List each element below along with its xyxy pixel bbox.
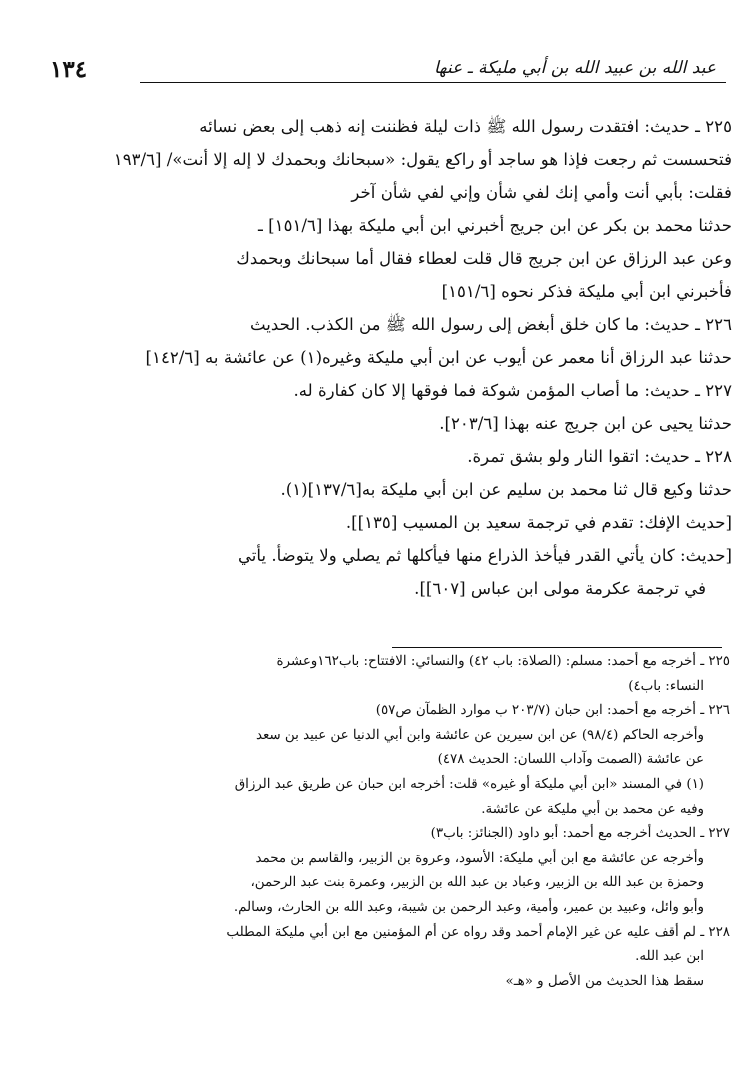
footnote-227-line-4: وأبو وائل، وعبيد بن عمير، وأمية، وعبد الرحمن بن شيبة، وعبد الله بن الحارث، وسالم. <box>233 899 704 915</box>
footnote-228-line-2: ابن عبد الله. <box>635 949 704 965</box>
hadith-228-isnad: حدثنا وكيع قال ثنا محمد بن سليم عن ابن أبي مليكة به[١٣٧/٦](١). <box>280 480 732 499</box>
hadith-226-text: ٢٢٦ ـ حديث: ما كان خلق أبغض إلى رسول الله ﷺ من الكذب. الحديث <box>250 315 732 334</box>
main-text <box>18 110 732 605</box>
footnote-226-line-2: وأخرجه الحاكم (٩٨/٤) عن ابن سيرين عن عائشة وابن أبي الدنيا عن عبيد بن سعد <box>255 727 704 743</box>
footnotes <box>20 650 730 994</box>
footnote-1-line-1: (١) في المسند «ابن أبي مليكة أو غيره» قلت: أخرجه ابن حبان عن طريق عبد الرزاق <box>234 776 704 792</box>
footnote-225-line-1: ٢٢٥ ـ أخرجه مع أحمد: مسلم: (الصلاة: باب ٤٢) والنسائي: الافتتاح: باب١٦٢وعشرة <box>276 654 730 669</box>
hadith-225-isnad-3: فأخبرني ابن أبي مليكة فذكر نحوه [١٥١/٦] <box>441 282 732 301</box>
page-number: ١٣٤ <box>50 56 88 83</box>
footnote-227-line-2: وأخرجه عن عائشة مع ابن أبي مليكة: الأسود، وعروة بن الزبير، والقاسم بن محمد <box>255 850 704 866</box>
footnote-226-line-1: ٢٢٦ ـ أخرجه مع أحمد: ابن حبان (٢٠٣/٧ ب موارد الظمآن ص٥٧) <box>375 703 730 719</box>
page-header <box>30 52 726 92</box>
hadith-227-isnad: حدثنا يحيى عن ابن جريج عنه بهذا [٢٠٣/٦]. <box>439 414 732 433</box>
hadith-228-text: ٢٢٨ ـ حديث: اتقوا النار ولو بشق تمرة. <box>467 447 732 466</box>
footnote-227-line-1: ٢٢٧ ـ الحديث أخرجه مع أحمد: أبو داود (الجنائز: باب٣) <box>430 826 730 842</box>
hadith-225-isnad-2: وعن عبد الرزاق عن ابن جريج قال قلت لعطاء فقال أما سبحانك وبحمدك <box>236 249 732 268</box>
footnote-226-line-3: عن عائشة (الصمت وآداب اللسان: الحديث ٤٧٨) <box>437 752 704 768</box>
ifk-cross-reference: [حديث الإفك: تقدم في ترجمة سعيد بن المسيب [١٣٥]]. <box>345 513 732 532</box>
qidr-cross-reference-2: في ترجمة عكرمة مولى ابن عباس [٦٠٧]]. <box>414 579 706 598</box>
footnote-228-line-3: سقط هذا الحديث من الأصل و «هـ» <box>505 973 704 989</box>
hadith-225-line-1: ٢٢٥ ـ حديث: افتقدت رسول الله ﷺ ذات ليلة فظننت إنه ذهب إلى بعض نسائه <box>199 117 732 136</box>
hadith-226-isnad: حدثنا عبد الرزاق أنا معمر عن أيوب عن ابن أبي مليكة وغيره(١) عن عائشة به [١٤٢/٦] <box>145 348 732 367</box>
footnote-228-line-1: ٢٢٨ ـ لم أقف عليه عن غير الإمام أحمد وقد رواه عن أم المؤمنين مع ابن أبي مليكة المطلب <box>226 924 730 940</box>
footnote-227-line-3: وحمزة بن عبد الله بن الزبير، وعباد بن عبد الله بن الزبير، وعمرة بنت عبد الرحمن، <box>250 875 704 891</box>
hadith-225-line-3: فقلت: بأبي أنت وأمي إنك لفي شأن وإني لفي شأن آخر <box>351 183 732 202</box>
header-rule <box>140 82 726 83</box>
hadith-225-line-2: فتحسست ثم رجعت فإذا هو ساجد أو راكع يقول: «سبحانك وبحمدك لا إله إلا أنت»/ [١٩٣/٦ <box>113 150 732 169</box>
footnote-1-line-2: وفيه عن محمد بن أبي مليكة عن عائشة. <box>481 801 704 817</box>
hadith-227-text: ٢٢٧ ـ حديث: ما أصاب المؤمن شوكة فما فوقها إلا كان كفارة له. <box>293 381 732 400</box>
hadith-225-isnad-1: حدثنا محمد بن بكر عن ابن جريج أخبرني ابن أبي مليكة بهذا [١٥١/٦] ـ <box>258 216 732 235</box>
qidr-cross-reference-1: [حديث: كان يأتي القدر فيأخذ الذراع منها فيأكلها ثم يصلي ولا يتوضأ. يأتي <box>237 546 732 565</box>
footnote-225-line-2: النساء: باب٤) <box>628 678 704 694</box>
footnote-divider <box>392 647 722 648</box>
running-title: عبد الله بن عبيد الله بن أبي مليكة ـ عنها <box>433 58 716 78</box>
